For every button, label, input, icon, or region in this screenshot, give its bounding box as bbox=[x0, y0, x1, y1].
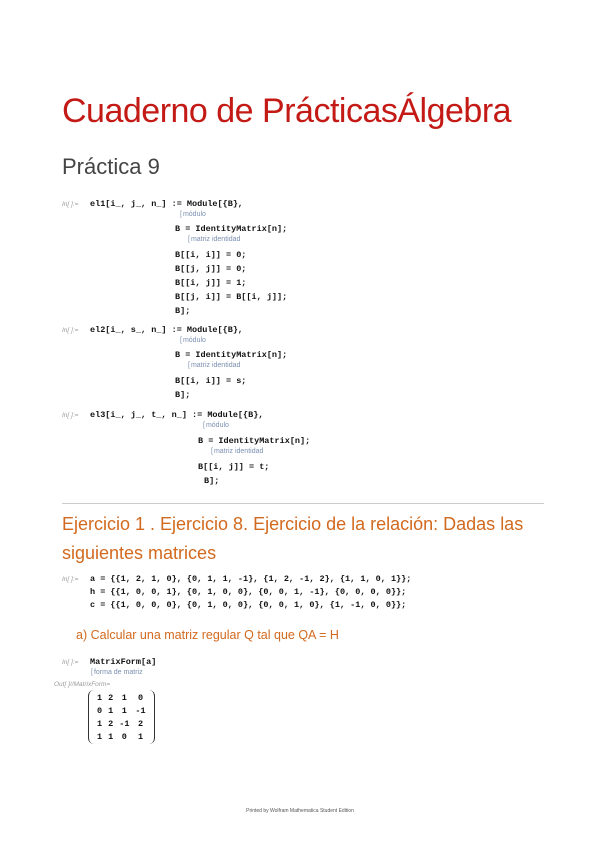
module-hint: [ módulo bbox=[203, 422, 229, 429]
matrix-cell: 1 bbox=[97, 731, 103, 742]
code-line[interactable]: B]; bbox=[204, 476, 220, 486]
matrix-cell: 2 bbox=[137, 718, 144, 729]
matrix-cell: 1 bbox=[121, 692, 127, 703]
code-line[interactable]: B]; bbox=[175, 390, 191, 400]
matrix-row bbox=[94, 704, 149, 717]
el1-definition[interactable]: el1[i_, j_, n_] := Module[{B}, bbox=[90, 199, 244, 209]
matrix-cell: 2 bbox=[108, 718, 114, 729]
matrix-row bbox=[94, 730, 149, 743]
practice-subtitle: Práctica 9 bbox=[62, 154, 160, 179]
section-divider bbox=[62, 503, 544, 504]
matrix-cell: -1 bbox=[135, 705, 146, 716]
matrix-cell: 2 bbox=[108, 692, 114, 703]
identity-hint: [ matriz identidad bbox=[188, 236, 240, 243]
matrix-cell: 1 bbox=[137, 731, 144, 742]
matrixform-call[interactable]: MatrixForm[a] bbox=[90, 657, 157, 667]
el3-definition[interactable]: el3[i_, j_, t_, n_] := Module[{B}, bbox=[90, 410, 264, 420]
input-label: In[ ]:= bbox=[62, 201, 79, 208]
matrix-h-definition[interactable]: h = {{1, 0, 0, 1}, {0, 1, 0, 0}, {0, 0, 1, -1}, {0, 0, 0, 0}}; bbox=[90, 587, 407, 597]
matrix-cell: 0 bbox=[121, 731, 127, 742]
module-hint: [ módulo bbox=[180, 337, 206, 344]
input-label: In[ ]:= bbox=[62, 412, 79, 419]
code-line[interactable]: B[[i, j]] = 1; bbox=[175, 278, 247, 288]
code-line[interactable]: B = IdentityMatrix[n]; bbox=[198, 436, 311, 446]
matrix-cell: 1 bbox=[97, 718, 103, 729]
code-line[interactable]: B[[i, i]] = 0; bbox=[175, 250, 247, 260]
matrixform-hint: [ forma de matriz bbox=[91, 669, 143, 676]
code-line[interactable]: B]; bbox=[175, 306, 191, 316]
code-line[interactable]: B[[j, i]] = B[[i, j]]; bbox=[175, 292, 288, 302]
output-label: Out[ ]//MatrixForm= bbox=[54, 681, 111, 688]
matrix-cell: 1 bbox=[108, 705, 114, 716]
identity-hint: [ matriz identidad bbox=[211, 448, 263, 455]
matrix-cell: -1 bbox=[119, 718, 130, 729]
matrix-output bbox=[88, 690, 155, 744]
code-line[interactable]: B[[j, j]] = 0; bbox=[175, 264, 247, 274]
code-line[interactable]: B = IdentityMatrix[n]; bbox=[175, 224, 288, 234]
matrix-cell: 1 bbox=[121, 705, 127, 716]
matrix-row bbox=[94, 717, 149, 730]
code-line[interactable]: B = IdentityMatrix[n]; bbox=[175, 350, 288, 360]
matrix-c-definition[interactable]: c = {{1, 0, 0, 0}, {0, 1, 0, 0}, {0, 0, 1, 0}, {1, -1, 0, 0}}; bbox=[90, 600, 407, 610]
matrix-a-definition[interactable]: a = {{1, 2, 1, 0}, {0, 1, 1, -1}, {1, 2, -1, 2}, {1, 1, 0, 1}}; bbox=[90, 574, 412, 584]
input-label: In[ ]:= bbox=[62, 659, 79, 666]
notebook-title: Cuaderno de PrácticasÁlgebra bbox=[62, 92, 512, 130]
matrix-cell: 0 bbox=[137, 692, 144, 703]
matrix-row bbox=[94, 691, 149, 704]
input-label: In[ ]:= bbox=[62, 327, 79, 334]
section-heading: Ejercicio 1 . Ejercicio 8. Ejercicio de la relación: Dadas las siguientes matrices bbox=[62, 514, 524, 563]
matrix-cell: 1 bbox=[108, 731, 114, 742]
identity-hint: [ matriz identidad bbox=[188, 362, 240, 369]
subsection-item: a) Calcular una matriz regular Q tal que QA = H bbox=[76, 628, 339, 642]
matrix-cell: 0 bbox=[97, 705, 103, 716]
code-line[interactable]: B[[i, j]] = t; bbox=[198, 462, 270, 472]
code-line[interactable]: B[[i, i]] = s; bbox=[175, 376, 247, 386]
module-hint: [ módulo bbox=[180, 211, 206, 218]
el2-definition[interactable]: el2[i_, s_, n_] := Module[{B}, bbox=[90, 325, 244, 335]
print-footer: Printed by Wolfram Mathematica Student Edition bbox=[246, 808, 354, 814]
input-label: In[ ]:= bbox=[62, 576, 79, 583]
matrix-cell: 1 bbox=[97, 692, 103, 703]
